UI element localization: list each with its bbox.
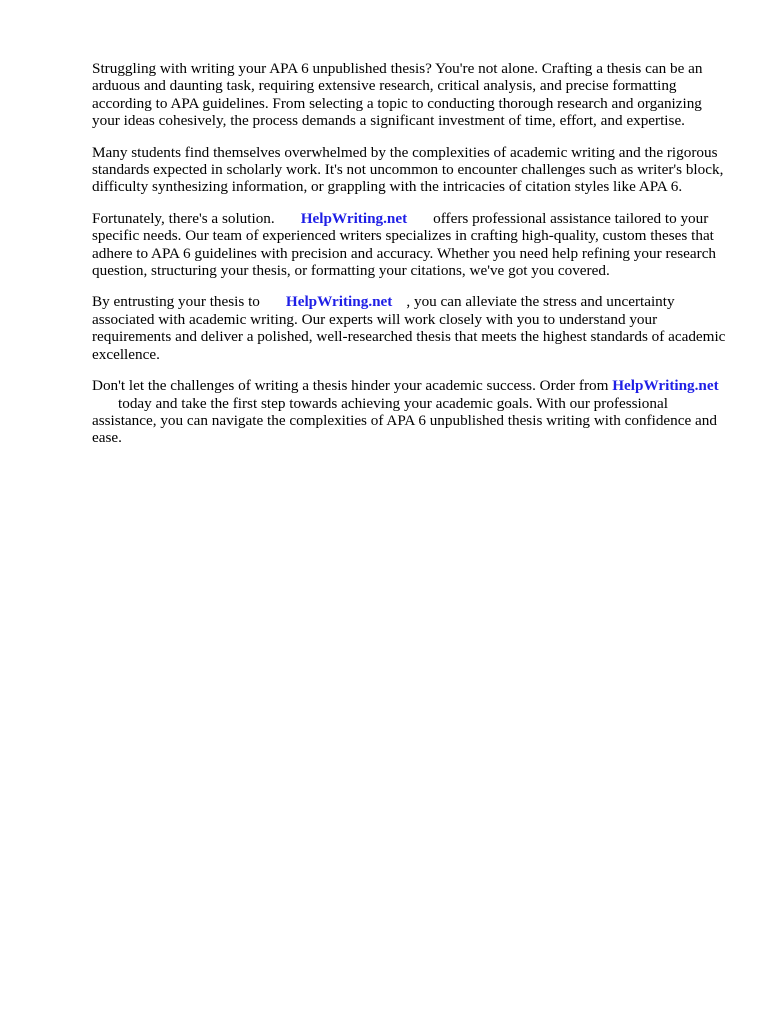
paragraph-order [92, 377, 727, 447]
paragraph-entrust-text-before: By entrusting your thesis to [92, 293, 260, 311]
paragraph-challenges-text: Many students find themselves overwhelmed by the complexities of academic writing and the rigorous standards expected in scholarly work. It's not uncommon to encounter challenges such as writer's block, difficulty synthesizing information, or grappling with the intricacies of citation styles like APA 6. [92, 143, 724, 196]
paragraph-intro [92, 60, 727, 130]
helpwriting-link-2[interactable]: HelpWriting.net [285, 293, 393, 311]
paragraph-solution-text-before: Fortunately, there's a solution. [92, 209, 275, 227]
paragraph-entrust-text-after: , you can alleviate the stress and uncertainty associated with academic writing. Our experts will work closely with you to understand your requirements and deliver a polished, well-researched thesis that meets the highest standards of academic excellence. [92, 293, 726, 363]
paragraph-order-text-before: Don't let the challenges of writing a thesis hinder your academic success. Order from [92, 377, 609, 395]
paragraph-order-text-after: today and take the first step towards achieving your academic goals. With our professional assistance, you can navigate the complexities of APA 6 unpublished thesis writing with confidence and ease. [92, 394, 717, 447]
paragraph-intro-text: Struggling with writing your APA 6 unpublished thesis? You're not alone. Crafting a thesis can be an arduous and daunting task, requiring extensive research, critical analysis, and precise formatting according to APA guidelines. From selecting a topic to conducting thorough research and organizing your ideas cohesively, the process demands a significant investment of time, effort, and expertise. [92, 60, 703, 130]
document-body [92, 60, 727, 461]
paragraph-entrust [92, 293, 727, 363]
paragraph-challenges [92, 144, 727, 196]
paragraph-solution-text-after: offers professional assistance tailored to your specific needs. Our team of experienced writers specializes in crafting high-quality, custom theses that adhere to APA 6 guidelines with precision and accuracy. Whether you need help refining your research question, structuring your thesis, or formatting your citations, we've got you covered. [92, 209, 717, 280]
helpwriting-link-3[interactable]: HelpWriting.net [612, 377, 719, 395]
helpwriting-link-1[interactable]: HelpWriting.net [300, 209, 408, 227]
paragraph-solution [92, 210, 727, 280]
